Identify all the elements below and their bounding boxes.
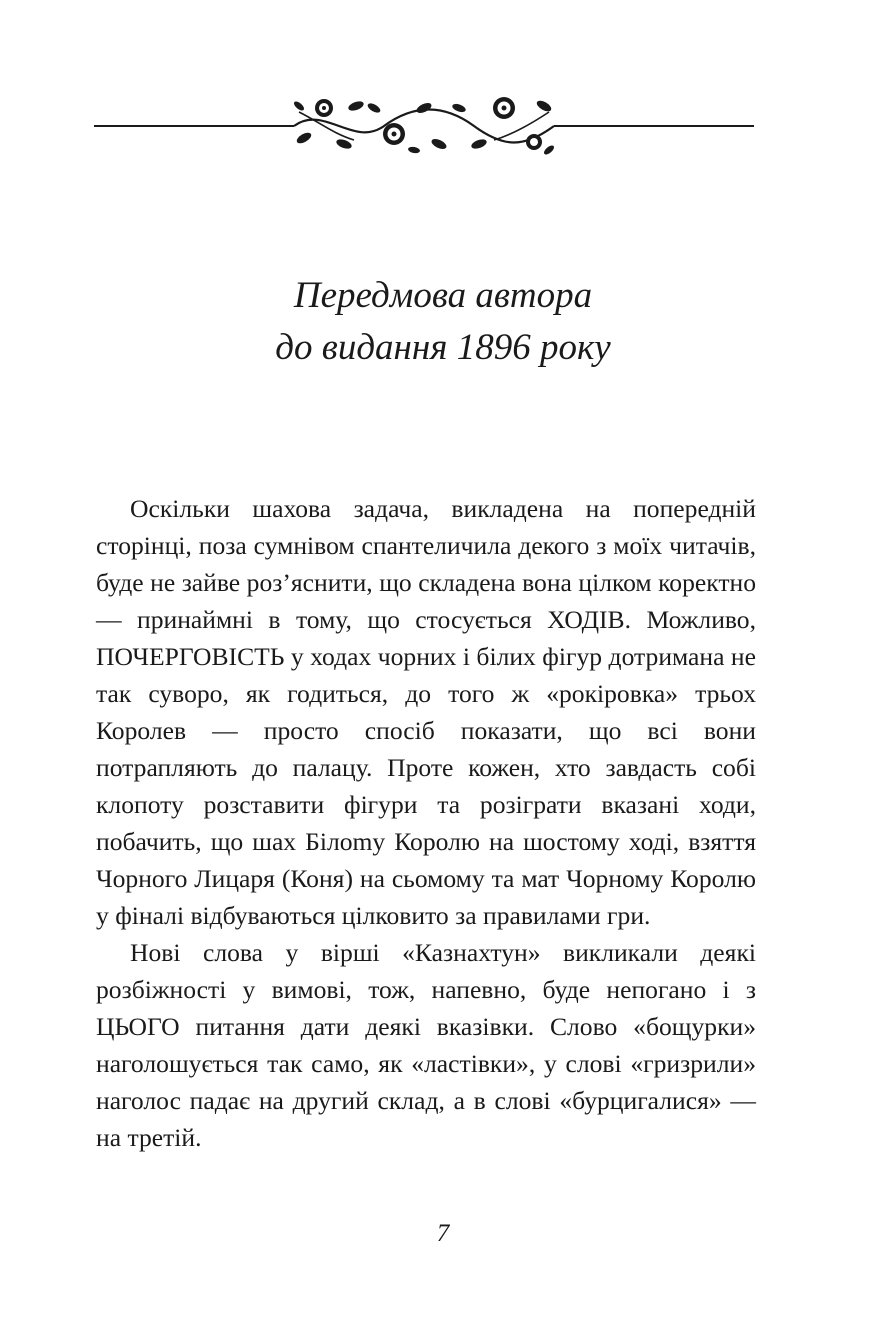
chapter-title [0, 270, 886, 374]
page-number: 7 [436, 1220, 450, 1247]
paragraph-1: Оскільки шахова задача, викладена на попередній сторінці, поза сумнівом спантеличила декого з моїх читачів, буде не зайве роз’яснити, що складена вона цілком коректно — принаймні в тому, що стосується ХОДІВ. Можливо, ПОЧЕРГОВІСТЬ у ходах чорних і білих фігур дотримана не так суворо, як годиться, до того ж «рокіровка» трьох Королев — просто спосіб показати, що всі вони потрапляють до палацу. Проте кожен, хто завдасть собі клопоту розставити фігури та розіграти вказані ходи, побачить, що шах Білоmу Королю на шостому ході, взяття Чорного Лицаря (Коня) на сьомому та мат Чорному Королю у фіналі відбуваються цілковито за правилами гри. [96, 494, 756, 930]
chapter-title-line-1: Передмова автора [293, 275, 593, 316]
paragraph-2: Нові слова у вірші «Казнахтун» викликали деякі розбіжності у вимові, тож, напевно, буде непогано і з ЦЬОГО питання дати деякі вказівки. Слово «бощурки» наголошується так само, як «ластівки», у слові «гризрили» наголос падає на другий склад, а в слові «бурцигалися» — на третій. [96, 938, 756, 1152]
chapter-title-line-2: до видання 1896 року [275, 327, 611, 368]
body-text [96, 490, 756, 1156]
floral-ornament-divider [94, 94, 754, 160]
